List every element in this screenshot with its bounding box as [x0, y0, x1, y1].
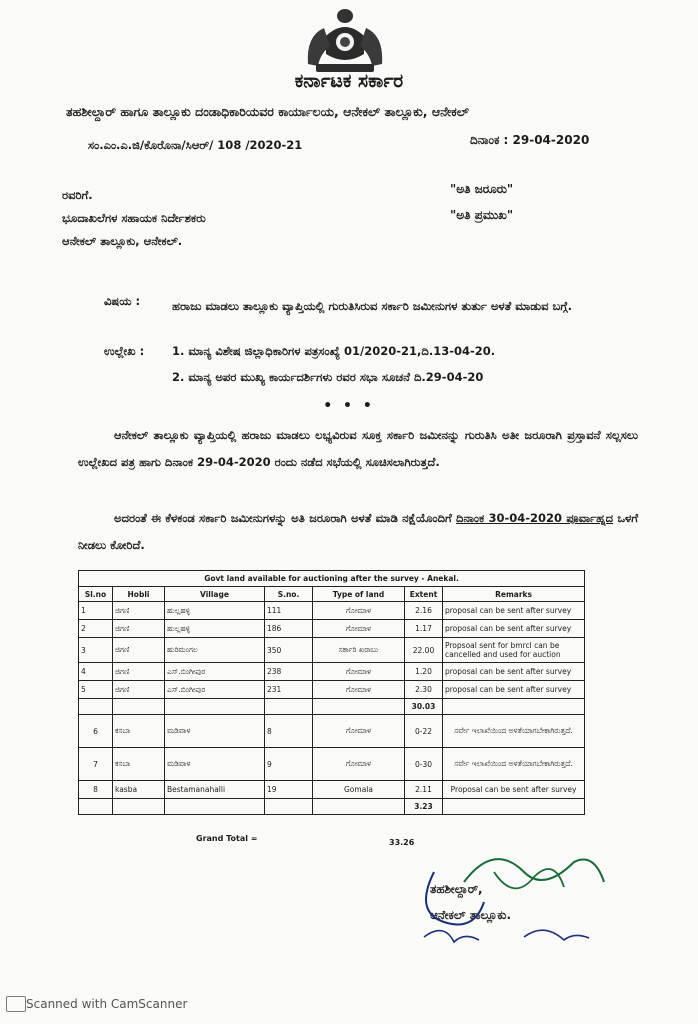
- reference-item-2: 2. ಮಾನ್ಯ ಅಪರ ಮುಖ್ಯ ಕಾರ್ಯದರ್ಶಿಗಳು ರವರ ಸಭಾ ಸೂಚನೆ ದಿ.29-04-20: [172, 370, 484, 384]
- table-cell: ಜಿಗಣಿ: [113, 681, 165, 699]
- table-row: [79, 715, 585, 748]
- recipient-salutation: ರವರಿಗೆ.: [62, 188, 93, 202]
- table-cell: ಗೋಮಾಳ: [313, 748, 405, 781]
- table-cell: Bestamanahalli: [165, 781, 265, 799]
- scanner-watermark: Scanned with CamScanner: [26, 997, 188, 1011]
- subtotal-1: 30.03: [405, 699, 443, 715]
- table-cell: 231: [265, 681, 313, 699]
- table-cell: 350: [265, 638, 313, 663]
- subtotal-2: 3.23: [405, 799, 443, 815]
- table-cell: ಜಿಗಣಿ: [113, 663, 165, 681]
- table-cell: 2.16: [405, 602, 443, 620]
- table-row: [79, 748, 585, 781]
- table-cell: ಕಸಬಾ: [113, 715, 165, 748]
- table-cell: ಗೋಮಾಳ: [313, 715, 405, 748]
- table-cell: 1.20: [405, 663, 443, 681]
- table-cell: ಹುಲ್ಲಹಳ್ಳಿ: [165, 602, 265, 620]
- references-label: ಉಲ್ಲೇಖ :: [104, 344, 145, 358]
- table-header: Extent: [405, 587, 443, 602]
- table-row: [79, 781, 585, 799]
- table-cell: 6: [79, 715, 113, 748]
- table-cell: Proposal can be sent after survey: [443, 781, 585, 799]
- table-cell: ಸರ್ವೇ ಇಲಾಖೆಯಿಂದ ಅಳತೆಯಾಗಬೇಕಾಗಿರುತ್ತದೆ.: [443, 748, 585, 781]
- signatory-designation: ತಹಶೀಲ್ದಾರ್,: [430, 882, 483, 896]
- table-cell: ಗೋಮಾಳ: [313, 620, 405, 638]
- table-cell: ಕಸಬಾ: [113, 748, 165, 781]
- table-cell: 2.30: [405, 681, 443, 699]
- table-cell: 22.00: [405, 638, 443, 663]
- table-cell: Gomala: [313, 781, 405, 799]
- table-cell: ಸರ್ವೇ ಇಲಾಖೆಯಿಂದ ಅಳತೆಯಾಗಬೇಕಾಗಿರುತ್ತದೆ.: [443, 715, 585, 748]
- table-cell: ಮಡಿವಾಳ: [165, 715, 265, 748]
- body-paragraph-2: [78, 505, 638, 559]
- important-stamp: "ಅತಿ ಪ್ರಮುಖ": [450, 208, 514, 222]
- land-table: [78, 570, 585, 815]
- table-cell: ಹುರಿಮಂಗಲ: [165, 638, 265, 663]
- table-cell: Propsoal sent for bmrcl can be cancelled and used for auction: [443, 638, 585, 663]
- table-cell: 1: [79, 602, 113, 620]
- body-paragraph-1: ಆನೇಕಲ್ ತಾಲ್ಲೂಕು ವ್ಯಾಪ್ತಿಯಲ್ಲಿ ಹರಾಜು ಮಾಡಲು ಲಭ್ಯವಿರುವ ಸೂಕ್ತ ಸರ್ಕಾರಿ ಜಮೀನನ್ನು ಗುರುತಿಸಿ ಅತೀ ಜರೂರಾಗಿ ಪ್ರಸ್ತಾವನೆ ಸಲ್ಲಸಲು ಉಲ್ಲೇಖದ ಪತ್ರ ಹಾಗು ದಿನಾಂಕ 29-04-2020 ರಂದು ನಡೆದ ಸಭೆಯಲ್ಲಿ ಸೂಚಿಸಲಾಗಿರುತ್ತದೆ.: [78, 428, 638, 469]
- table-header: Type of land: [313, 587, 405, 602]
- table-cell: 5: [79, 681, 113, 699]
- table-cell: 19: [265, 781, 313, 799]
- table-row: [79, 602, 585, 620]
- table-row: [79, 638, 585, 663]
- deadline-text: ದಿನಾಂಕ 30-04-2020 ಪೂರ್ವಾಹ್ನದ: [456, 511, 614, 525]
- table-cell: 1.17: [405, 620, 443, 638]
- table-cell: 4: [79, 663, 113, 681]
- table-cell: 238: [265, 663, 313, 681]
- table-row: [79, 620, 585, 638]
- table-cell: ಗೋಮಾಳ: [313, 602, 405, 620]
- table-cell: 8: [79, 781, 113, 799]
- subtotal-row: [79, 699, 585, 715]
- paragraph-2-end: ಒಳಗೆ ನೀಡಲು ಕೋರಿದೆ.: [78, 511, 638, 552]
- table-cell: ಗೋಮಾಳ: [313, 663, 405, 681]
- reference-item-1: 1. ಮಾನ್ಯ ವಿಶೇಷ ಜಿಲ್ಲಾಧಿಕಾರಿಗಳ ಪತ್ರಸಂಖ್ಯೆ 01/2020-21,ದಿ.13-04-20.: [172, 344, 496, 358]
- recipient-address: ಆನೇಕಲ್ ತಾಲ್ಲೂಕು, ಆನೇಕಲ್.: [62, 234, 183, 248]
- karnataka-emblem-icon: [296, 6, 394, 74]
- table-row: [79, 663, 585, 681]
- table-cell: ಜಿಗಣಿ: [113, 620, 165, 638]
- subject-text: ಹರಾಜು ಮಾಡಲು ತಾಲ್ಲೂಕು ವ್ಯಾಪ್ತಿಯಲ್ಲಿ ಗುರುತಿಸಿರುವ ಸರ್ಕಾರಿ ಜಮೀನುಗಳ ತುರ್ತು ಅಳತೆ ಮಾಡುವ ಬಗ್ಗೆ.: [172, 299, 573, 313]
- grand-total-label: Grand Total =: [196, 834, 258, 843]
- table-cell: ಹುಲ್ಲಹಳ್ಳಿ: [165, 620, 265, 638]
- table-row: [79, 681, 585, 699]
- table-cell: ಎಸ್.ಬಿಂಗೀಪುರ: [165, 681, 265, 699]
- table-cell: ಎಸ್.ಬಿಂಗೀಪುರ: [165, 663, 265, 681]
- section-separator: • • •: [323, 398, 375, 414]
- table-cell: 7: [79, 748, 113, 781]
- government-title: ಕರ್ನಾಟಕ ಸರ್ಕಾರ: [294, 70, 404, 92]
- table-cell: 2.11: [405, 781, 443, 799]
- table-title: Govt land available for auctioning after the survey - Anekal.: [79, 571, 585, 587]
- table-cell: 0-30: [405, 748, 443, 781]
- office-line: ತಹಶೀಲ್ದಾರ್ ಹಾಗೂ ತಾಲ್ಲೂಕು ದಂಡಾಧಿಕಾರಿಯವರ ಕಾರ್ಯಾಲಯ, ಆನೇಕಲ್ ತಾಲ್ಲೂಕು, ಆನೇಕಲ್: [66, 104, 469, 119]
- table-cell: 8: [265, 715, 313, 748]
- table-cell: ಗೋಮಾಳ: [313, 681, 405, 699]
- table-cell: 2: [79, 620, 113, 638]
- table-cell: proposal can be sent after survey: [443, 681, 585, 699]
- camscanner-icon: [6, 996, 26, 1012]
- recipient-designation: ಭೂದಾಖಲೆಗಳ ಸಹಾಯಕ ನಿರ್ದೇಶಕರು: [62, 211, 206, 225]
- urgent-stamp: "ಅತಿ ಜರೂರು": [450, 182, 514, 196]
- table-cell: 186: [265, 620, 313, 638]
- table-header: Sl.no: [79, 587, 113, 602]
- table-header: S.no.: [265, 587, 313, 602]
- table-cell: ಜಿಗಣಿ: [113, 638, 165, 663]
- recipient-block: [62, 184, 206, 253]
- grand-total-value: 33.26: [389, 838, 415, 847]
- paragraph-2-start: ಅದರಂತೆ ಈ ಕೆಳಕಂಡ ಸರ್ಕಾರಿ ಜಮೀನುಗಳನ್ನು ಅತಿ ಜರೂರಾಗಿ ಅಳತೆ ಮಾಡಿ ನಕ್ಷೆಯೊಂದಿಗೆ: [114, 511, 457, 525]
- handwritten-signature: [404, 842, 614, 952]
- table-cell: proposal can be sent after survey: [443, 663, 585, 681]
- table-cell: 0-22: [405, 715, 443, 748]
- signatory-office: ಆನೇಕಲ್ ತಾಲ್ಲೂಕು.: [430, 908, 512, 922]
- table-cell: ಸರ್ಕಾರಿ ಖರಾಬು: [313, 638, 405, 663]
- reference-number: ಸಂ.ಎಂ.ಎ.ಜಿ/ಕೊರೊನಾ/ಸಿಆರ್/ 108 /2020-21: [88, 138, 303, 152]
- table-cell: kasba: [113, 781, 165, 799]
- subtotal-row: [79, 799, 585, 815]
- table-cell: 9: [265, 748, 313, 781]
- table-header: Hobli: [113, 587, 165, 602]
- table-header: Remarks: [443, 587, 585, 602]
- table-cell: 111: [265, 602, 313, 620]
- letter-date: ದಿನಾಂಕ : 29-04-2020: [470, 133, 590, 147]
- subject-label: ವಿಷಯ :: [104, 294, 141, 308]
- table-cell: ಜಿಗಣಿ: [113, 602, 165, 620]
- table-cell: proposal can be sent after survey: [443, 620, 585, 638]
- table-cell: ಮಡಿವಾಳ: [165, 748, 265, 781]
- table-cell: proposal can be sent after survey: [443, 602, 585, 620]
- table-header: Village: [165, 587, 265, 602]
- table-cell: 3: [79, 638, 113, 663]
